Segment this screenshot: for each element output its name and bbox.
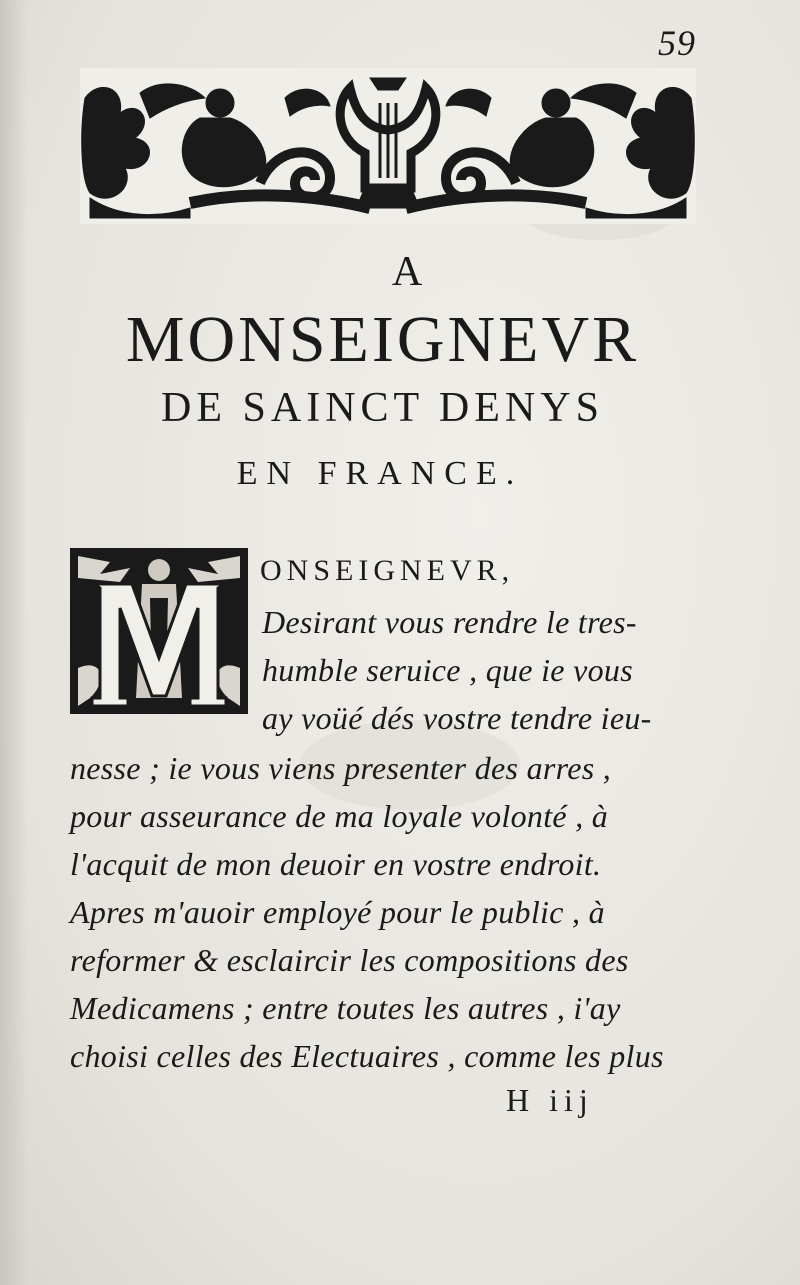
body-line: Desirant vous rendre le tres-	[262, 604, 637, 640]
dropcap-m-icon	[70, 548, 248, 714]
title-monseigneur: MONSEIGNEVR	[125, 303, 640, 376]
body-line: Medicamens ; entre toutes les autres , i'ay	[70, 990, 621, 1026]
page-number: 59	[658, 23, 696, 63]
body-line: choisi celles des Electuaires , comme les plus	[70, 1038, 664, 1074]
body-line: reformer & esclaircir les compositions des	[70, 942, 629, 978]
title-sainct-denys: DE SAINCT DENYS	[161, 385, 604, 431]
body-line: ay voüé dés vostre tendre ieu-	[262, 700, 652, 736]
body-line: Apres m'auoir employé pour le public , à	[70, 894, 605, 930]
title-en-france: EN FRANCE.	[236, 455, 524, 492]
page-gutter-shadow	[0, 0, 28, 1285]
body-line: humble seruice , que ie vous	[262, 652, 633, 688]
body-line: l'acquit de mon deuoir en vostre endroit.	[70, 846, 602, 882]
body-line: nesse ; ie vous viens presenter des arres ,	[70, 750, 612, 786]
signature-mark: H iij	[506, 1082, 594, 1118]
title-line-a: A	[391, 249, 425, 295]
body-line: pour asseurance de ma loyale volonté , à	[70, 798, 609, 834]
salutation: ONSEIGNEVR,	[260, 554, 515, 587]
woodcut-headpiece-icon	[80, 68, 696, 224]
